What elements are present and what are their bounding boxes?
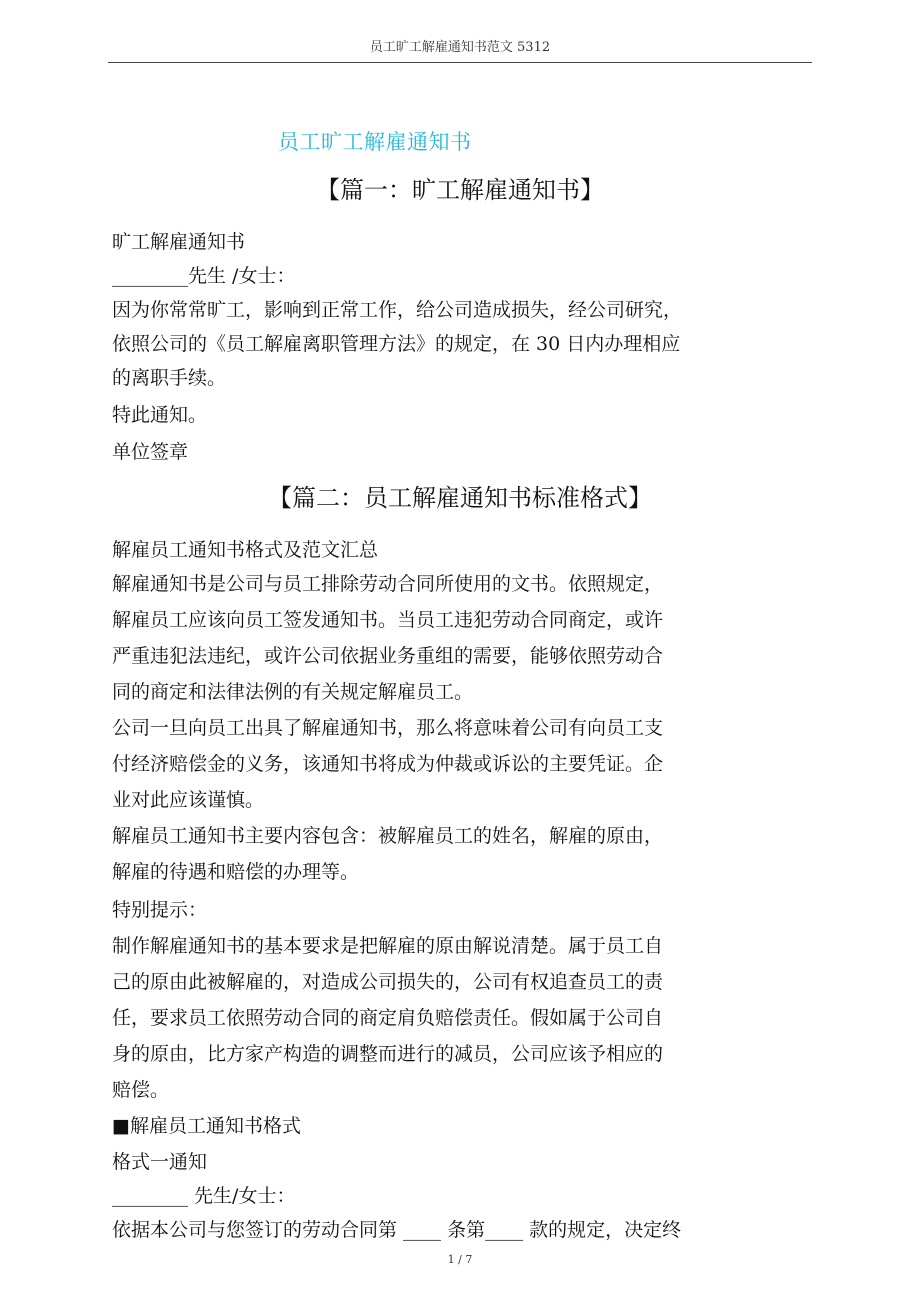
paragraph-line: 旷工解雇通知书: [112, 231, 246, 253]
paragraph-line: 同的商定和法律法例的有关规定解雇员工。: [112, 681, 474, 703]
paragraph-line: 身的原由，比方家产构造的调整而进行的减员，公司应该予相应的: [112, 1043, 664, 1065]
paragraph-line: 特别提示：: [112, 899, 208, 921]
paragraph-line: 依照公司的《员工解雇离职管理方法》的规定，在 30 日内办理相应: [112, 333, 681, 355]
paragraph-line: 特此通知。: [112, 404, 208, 426]
paragraph-line: 解雇通知书是公司与员工排除劳动合同所使用的文书。依照规定，: [112, 573, 664, 595]
header-divider: [108, 62, 812, 63]
paragraph-line: 解雇员工通知书格式及范文汇总: [112, 539, 379, 561]
page-header: 员工旷工解雇通知书范文 5312: [369, 40, 551, 55]
paragraph-line: 任，要求员工依照劳动合同的商定肩负赔偿责任。假如属于公司自: [112, 1007, 664, 1029]
paragraph-line: 单位签章: [112, 441, 189, 463]
paragraph-line: 的离职手续。: [112, 367, 227, 389]
paragraph-line: 因为你常常旷工，影响到正常工作，给公司造成损失，经公司研究，: [112, 299, 683, 321]
paragraph-line: 解雇员工通知书主要内容包含：被解雇员工的姓名，解雇的原由，: [112, 825, 664, 847]
paragraph-line: 解雇的待遇和赔偿的办理等。: [112, 861, 360, 883]
paragraph-line: 格式一通知: [112, 1151, 208, 1173]
paragraph-line: 己的原由此被解雇的，对造成公司损失的，公司有权追查员工的责: [112, 971, 664, 993]
paragraph-line: ■解雇员工通知书格式: [112, 1115, 301, 1137]
paragraph-line: ________先生 /女士：: [112, 265, 296, 287]
paragraph-line: 赔偿。: [112, 1079, 170, 1101]
paragraph-line: 制作解雇通知书的基本要求是把解雇的原由解说清楚。属于员工自: [112, 935, 664, 957]
paragraph-line: 业对此应该谨慎。: [112, 789, 265, 811]
document-title: 员工旷工解雇通知书: [278, 130, 472, 154]
section-heading-2: 【篇二：员工解雇通知书标准格式】: [268, 484, 652, 512]
paragraph-line: 解雇员工应该向员工签发通知书。当员工违犯劳动合同商定，或许: [112, 609, 664, 631]
paragraph-line: 公司一旦向员工出具了解雇通知书，那么将意味着公司有向员工支: [112, 717, 664, 739]
paragraph-line: 严重违犯法违纪，或许公司依据业务重组的需要，能够依照劳动合: [112, 645, 664, 667]
paragraph-line: ________ 先生/女士：: [112, 1185, 296, 1207]
paragraph-line: 付经济赔偿金的义务，该通知书将成为仲裁或诉讼的主要凭证。企: [112, 753, 664, 775]
section-heading-1: 【篇一：旷工解雇通知书】: [316, 176, 604, 204]
page-number: 1 / 7: [447, 1253, 473, 1266]
paragraph-line: 依据本公司与您签订的劳动合同第 ____ 条第____ 款的规定，决定终: [112, 1219, 682, 1241]
